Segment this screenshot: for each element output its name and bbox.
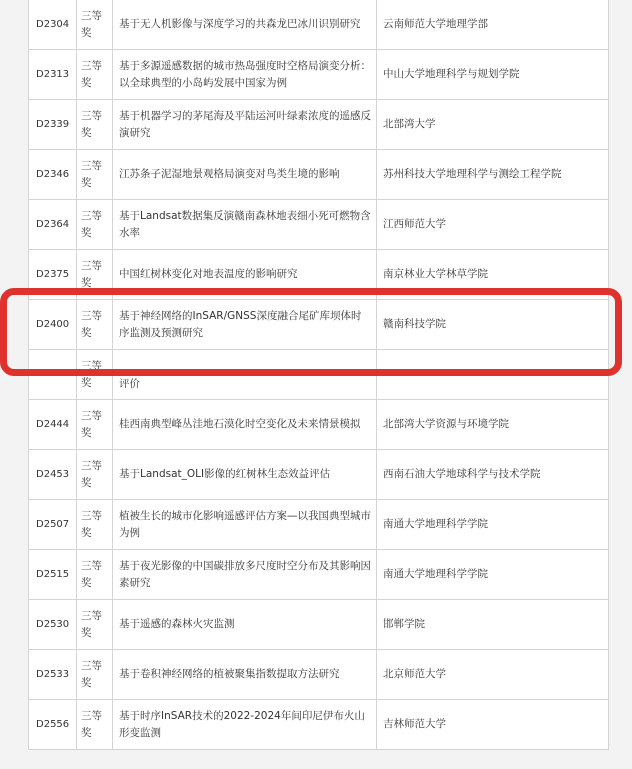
institution: 北京师范大学 [377,650,609,700]
project-title: 基于多源遥感数据的城市热岛强度时空格局演变分析：以全球典型的小岛屿发展中国家为例 [113,50,377,100]
award-level: 三等奖 [77,250,113,300]
institution: 苏州科技大学地理科学与测绘工程学院 [377,150,609,200]
project-id: D2313 [29,50,77,100]
award-level: 三等奖 [77,500,113,550]
table-row [29,650,609,700]
table-row [29,450,609,500]
table-row [29,250,609,300]
institution [377,350,609,400]
award-level: 三等奖 [77,0,113,50]
project-id: D2375 [29,250,77,300]
project-id: D2556 [29,700,77,750]
project-id [29,350,77,400]
institution: 西南石油大学地球科学与技术学院 [377,450,609,500]
project-title: 基于夜光影像的中国碳排放多尺度时空分布及其影响因素研究 [113,550,377,600]
award-level: 三等奖 [77,300,113,350]
table-row [29,400,609,450]
award-level: 三等奖 [77,50,113,100]
project-title: 基于卷积神经网络的植被聚集指数提取方法研究 [113,650,377,700]
award-level: 三等奖 [77,600,113,650]
project-title: 基于时序InSAR技术的2022-2024年间印尼伊布火山形变监测 [113,700,377,750]
project-id: D2507 [29,500,77,550]
award-level: 三等奖 [77,100,113,150]
table-row [29,500,609,550]
institution: 赣南科技学院 [377,300,609,350]
award-level: 三等奖 [77,400,113,450]
institution: 南通大学地理科学学院 [377,500,609,550]
award-table [28,0,609,750]
award-level: 三等奖 [77,550,113,600]
institution: 吉林师范大学 [377,700,609,750]
project-id: D2530 [29,600,77,650]
project-id: D2453 [29,450,77,500]
table-row [29,150,609,200]
table-row [29,50,609,100]
project-id: D2515 [29,550,77,600]
table-row [29,700,609,750]
project-id: D2339 [29,100,77,150]
project-title: 植被生长的城市化影响遥感评估方案—以我国典型城市为例 [113,500,377,550]
institution: 中山大学地理科学与规划学院 [377,50,609,100]
project-id: D2444 [29,400,77,450]
project-id: D2400 [29,300,77,350]
institution: 北部湾大学 [377,100,609,150]
table-row-highlighted [29,300,609,350]
institution: 南京林业大学林草学院 [377,250,609,300]
project-title: 基于遥感的森林火灾监测 [113,600,377,650]
project-title: 评价 [113,350,377,400]
project-title: 基于机器学习的茅尾海及平陆运河叶绿素浓度的遥感反演研究 [113,100,377,150]
project-title: 基于无人机影像与深度学习的共森龙巴冰川识别研究 [113,0,377,50]
table-row [29,550,609,600]
table-row [29,600,609,650]
award-level: 三等奖 [77,350,113,400]
project-id: D2533 [29,650,77,700]
award-level: 三等奖 [77,150,113,200]
project-title: 中国红树林变化对地表温度的影响研究 [113,250,377,300]
institution: 江西师范大学 [377,200,609,250]
award-level: 三等奖 [77,700,113,750]
project-title: 基于Landsat数据集反演赣南森林地表细小死可燃物含水率 [113,200,377,250]
table-row-partially-hidden [29,350,609,400]
table-row [29,0,609,50]
table-row [29,100,609,150]
institution: 邯郸学院 [377,600,609,650]
institution: 南通大学地理科学学院 [377,550,609,600]
award-level: 三等奖 [77,450,113,500]
table-row [29,200,609,250]
project-id: D2346 [29,150,77,200]
award-level: 三等奖 [77,650,113,700]
project-id: D2304 [29,0,77,50]
project-title: 基于神经网络的InSAR/GNSS深度融合尾矿库坝体时序监测及预测研究 [113,300,377,350]
institution: 北部湾大学资源与环境学院 [377,400,609,450]
project-id: D2364 [29,200,77,250]
project-title: 桂西南典型峰丛洼地石漠化时空变化及未来情景模拟 [113,400,377,450]
project-title: 基于Landsat_OLI影像的红树林生态效益评估 [113,450,377,500]
institution: 云南师范大学地理学部 [377,0,609,50]
project-title: 江苏条子泥湿地景观格局演变对鸟类生境的影响 [113,150,377,200]
award-level: 三等奖 [77,200,113,250]
award-table-body [29,0,609,750]
